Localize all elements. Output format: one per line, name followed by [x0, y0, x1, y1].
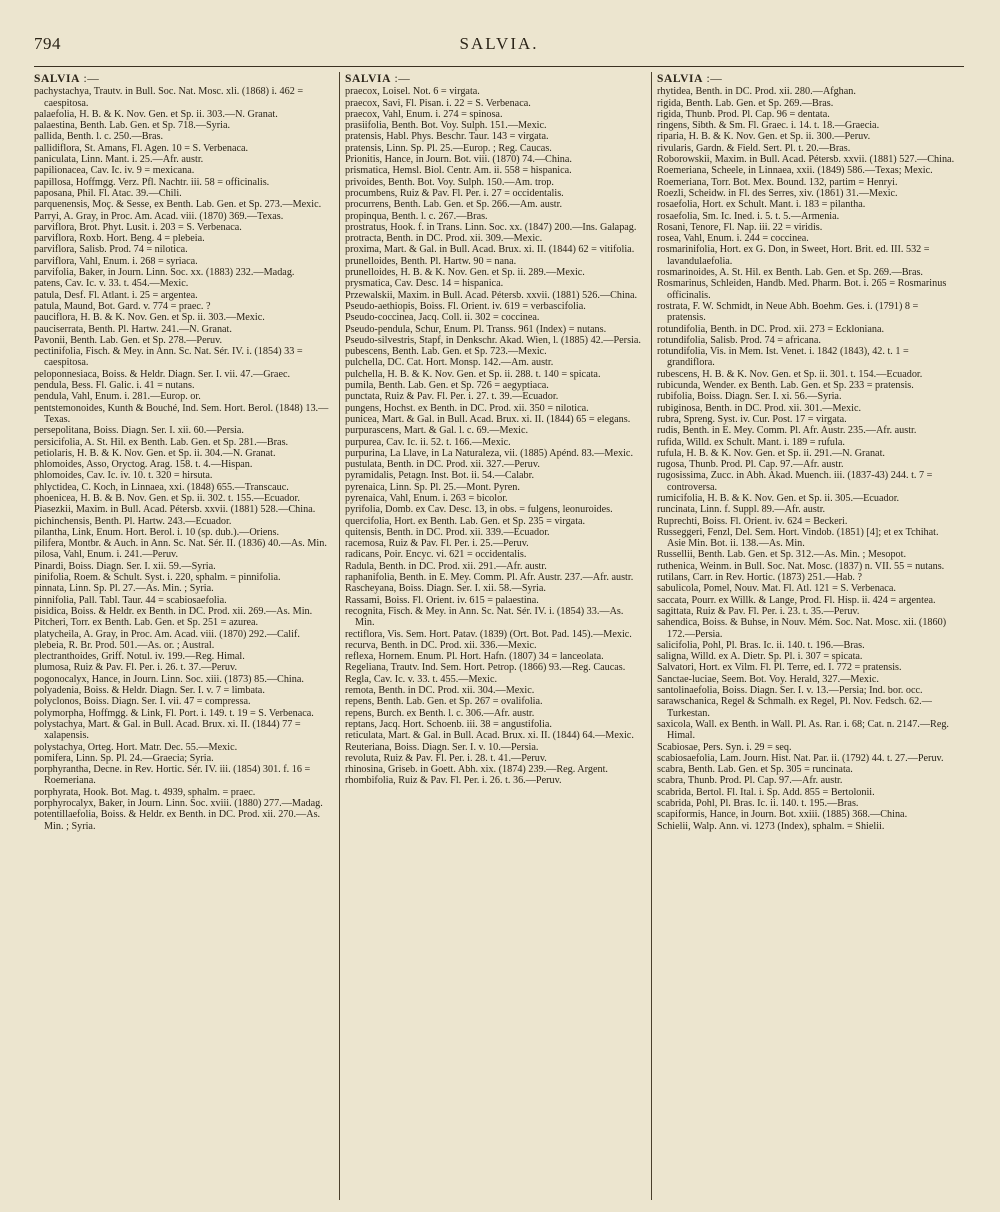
- index-entry: Rascheyana, Boiss. Diagn. Ser. I. xii. 58.—Syria.: [345, 583, 546, 595]
- index-entry: pinnata, Linn. Sp. Pl. 27.—As. Min. ; Syria.: [34, 583, 214, 595]
- index-entry: Parryi, A. Gray, in Proc. Am. Acad. viii. (1870) 369.—Texas.: [34, 210, 284, 222]
- column-heading-suffix: :—: [80, 73, 100, 85]
- index-entry: sarawschanica, Regel & Schmalh. ex Regel, Pl. Nov. Fedsch. 62.—Turkestan.: [657, 696, 932, 719]
- index-entry: reticulata, Mart. & Gal. in Bull. Acad. Brux. xi. II. (1844) 64.—Mexic.: [345, 730, 634, 742]
- index-entry: pustulata, Benth. in DC. Prod. xii. 327.—Peruv.: [345, 459, 540, 471]
- column-heading-genus: SALVIA: [657, 73, 704, 85]
- index-entry: persicifolia, A. St. Hil. ex Benth. Lab. Gen. et Sp. 281.—Bras.: [34, 436, 289, 448]
- index-entry: pilantha, Link, Enum. Hort. Berol. i. 10 (sp. dub.).—Oriens.: [34, 526, 280, 538]
- index-entry: papilionacea, Cav. Ic. iv. 9 = mexicana.: [34, 165, 195, 177]
- index-entry: riparia, H. B. & K. Nov. Gen. et Sp. ii. 300.—Peruv.: [657, 131, 871, 143]
- index-entry: Russellii, Benth. Lab. Gen. et Sp. 312.—As. Min. ; Mesopot.: [657, 549, 907, 561]
- index-entry: rotundifolia, Salisb. Prod. 74 = africana.: [657, 334, 821, 346]
- column-heading-genus: SALVIA: [34, 73, 81, 85]
- index-entry: proxima, Mart. & Gal. in Bull. Acad. Brux. xi. II. (1844) 62 = vitifolia.: [345, 244, 635, 256]
- index-entry: praecox, Loisel. Not. 6 = virgata.: [345, 86, 480, 98]
- index-entry: saccata, Pourr. ex Willk. & Lange, Prod. Fl. Hisp. ii. 424 = argentea.: [657, 594, 936, 606]
- index-entry: patula, Maund, Bot. Gard. v. 774 = praec. ?: [34, 300, 211, 312]
- index-entry: scabra, Benth. Lab. Gen. et Sp. 305 = runcinata.: [657, 764, 853, 776]
- index-entry: rotundifolia, Benth. in DC. Prod. xii. 273 = Ecklonianа.: [657, 323, 885, 335]
- index-entry: rufula, H. B. & K. Nov. Gen. et Sp. ii. 291.—N. Granat.: [657, 447, 885, 459]
- column-heading: [345, 74, 645, 85]
- index-entry: pinnifolia, Pall. Tabl. Taur. 44 = scabiosaefolia.: [34, 594, 227, 606]
- index-entry: purpurina, La Llave, in La Naturaleza, vii. (1885) Apénd. 83.—Mexic.: [345, 447, 633, 459]
- column-heading: [34, 74, 334, 85]
- index-entry: rufida, Willd. ex Schult. Mant. i. 189 = rufula.: [657, 436, 845, 448]
- index-entry: rigida, Thunb. Prod. Pl. Cap. 96 = dentata.: [657, 108, 830, 120]
- index-entry: Regeliana, Trautv. Ind. Sem. Hort. Petrop. (1866) 93.—Reg. Caucas.: [345, 662, 626, 674]
- index-entry: petiolaris, H. B. & K. Nov. Gen. et Sp. ii. 304.—N. Granat.: [34, 447, 276, 459]
- index-entry: Pitcheri, Torr. ex Benth. Lab. Gen. et Sp. 251 = azurea.: [34, 617, 259, 629]
- index-entry: paposana, Phil. Fl. Atac. 39.—Chili.: [34, 187, 182, 199]
- running-head: SALVIA.: [459, 34, 539, 53]
- header-rule: [34, 66, 964, 67]
- index-entry: Roemeriana, Torr. Bot. Mex. Bound. 132, partim = Henryi.: [657, 176, 898, 188]
- index-entry: radicans, Poir. Encyc. vi. 621 = occidentalis.: [345, 549, 527, 561]
- index-entry: reflexa, Hornem. Enum. Pl. Hort. Hafn. (1807) 34 = lanceolata.: [345, 651, 604, 663]
- index-entry: pyrifolia, Domb. ex Cav. Desc. 13, in obs. = fulgens, leonuroides.: [345, 504, 613, 516]
- index-entry: pubescens, Benth. Lab. Gen. et Sp. 723.—Mexic.: [345, 346, 547, 358]
- index-entry: Pseudo-pendula, Schur, Enum. Pl. Transs. 961 (Index) = nutans.: [345, 323, 607, 335]
- index-entry: prunelloides, H. B. & K. Nov. Gen. et Sp. ii. 289.—Mexic.: [345, 267, 585, 279]
- index-entry: recurva, Benth. in DC. Prod. xii. 336.—Mexic.: [345, 639, 537, 651]
- index-entry: Roemeriana, Scheele, in Linnaea, xxii. (1849) 586.—Texas; Mexic.: [657, 165, 933, 177]
- index-entry: pungens, Hochst. ex Benth. in DC. Prod. xii. 350 = nilotica.: [345, 402, 589, 414]
- entry-list: [34, 86, 334, 832]
- index-entry: saligna, Willd. ex A. Dietr. Sp. Pl. i. 307 = spicata.: [657, 651, 863, 663]
- index-entry: prunelloides, Benth. Pl. Hartw. 90 = nana.: [345, 255, 517, 267]
- index-entry: pomifera, Linn. Sp. Pl. 24.—Graecia; Syria.: [34, 752, 214, 764]
- index-entry: polystachya, Mart. & Gal. in Bull. Acad. Brux. xi. II. (1844) 77 = xalapensis.: [34, 718, 301, 742]
- column-heading-suffix: :—: [391, 73, 411, 85]
- column-heading-suffix: :—: [703, 73, 723, 85]
- index-entry: porphyrocalyx, Baker, in Journ. Linn. Soc. xviii. (1880) 277.—Madag.: [34, 798, 323, 809]
- index-entry: procurrens, Benth. Lab. Gen. et Sp. 266.—Am. austr.: [345, 199, 563, 211]
- index-entry: Sanctae-luciae, Seem. Bot. Voy. Herald, 327.—Mexic.: [657, 673, 879, 685]
- index-entry: rugosa, Thunb. Prod. Pl. Cap. 97.—Afr. austr.: [657, 459, 844, 471]
- index-entry: raphanifolia, Benth. in E. Mey. Comm. Pl. Afr. Austr. 237.—Afr. austr.: [345, 572, 634, 584]
- index-entry: Prionitis, Hance, in Journ. Bot. viii. (1870) 74.—China.: [345, 154, 572, 166]
- index-entry: pisidica, Boiss. & Heldr. ex Benth. in DC. Prod. xii. 269.—As. Min.: [34, 605, 313, 617]
- index-entry: palaestina, Benth. Lab. Gen. et Sp. 718.—Syria.: [34, 120, 231, 132]
- index-entry: prasiifolia, Benth. Bot. Voy. Sulph. 151.—Mexic.: [345, 120, 547, 132]
- column-3: [657, 72, 957, 1200]
- index-entry: runcinata, Linn. f. Suppl. 89.—Afr. austr.: [657, 504, 826, 516]
- index-entry: porphyrata, Hook. Bot. Mag. t. 4939, sphalm. = praec.: [34, 786, 256, 798]
- index-entry: sabulicola, Pomel, Nouv. Mat. Fl. Atl. 121 = S. Verbenaca.: [657, 583, 896, 595]
- index-entry: parquenensis, Moç. & Sesse, ex Benth. Lab. Gen. et Sp. 273.—Mexic.: [34, 199, 322, 211]
- index-entry: punicea, Mart. & Gal. in Bull. Acad. Brux. xi. II. (1844) 65 = elegans.: [345, 413, 631, 425]
- index-entry: racemosa, Ruiz & Pav. Fl. Per. i. 25.—Peruv.: [345, 538, 529, 550]
- index-entry: santolinaefolia, Boiss. Diagn. Ser. I. v. 13.—Persia; Ind. bor. occ.: [657, 685, 923, 697]
- index-entry: remota, Benth. in DC. Prod. xii. 304.—Mexic.: [345, 685, 535, 697]
- index-entry: rubiginosa, Benth. in DC. Prod. xii. 301.—Mexic.: [657, 402, 862, 414]
- column-heading-genus: SALVIA: [345, 73, 392, 85]
- index-entry: rhombifolia, Ruiz & Pav. Fl. Per. i. 26. t. 36.—Peruv.: [345, 775, 562, 787]
- index-entry: punctata, Ruiz & Pav. Fl. Per. i. 27. t. 39.—Ecuador.: [345, 391, 559, 403]
- index-entry: praecox, Savi, Fl. Pisan. i. 22 = S. Verbenaca.: [345, 97, 531, 109]
- index-entry: rugosissima, Zucc. in Abh. Akad. Muench. iii. (1837-43) 244. t. 7 = controversa.: [657, 470, 933, 493]
- index-entry: rubicunda, Wender. ex Benth. Lab. Gen. et Sp. 233 = pratensis.: [657, 380, 914, 392]
- index-entry: rectiflora, Vis. Sem. Hort. Patav. (1839) (Ort. Bot. Pad. 145).—Mexic.: [345, 628, 632, 640]
- index-entry: pinifolia, Roem. & Schult. Syst. i. 220, sphalm. = pinnifolia.: [34, 572, 281, 584]
- index-entry: pulchella, H. B. & K. Nov. Gen. et Sp. ii. 288. t. 140 = spicata.: [345, 368, 601, 380]
- entry-list: [345, 86, 645, 786]
- index-entry: pachystachya, Trautv. in Bull. Soc. Nat. Mosc. xli. (1868) i. 462 = caespitosa.: [34, 86, 304, 109]
- column-1: [34, 72, 334, 1200]
- index-entry: pilosa, Vahl, Enum. i. 241.—Peruv.: [34, 549, 179, 561]
- index-entry: paniculata, Linn. Mant. i. 25.—Afr. austr.: [34, 154, 204, 166]
- index-entry: Russeggeri, Fenzl, Del. Sem. Hort. Vindob. (1851) [4]; et ex Tchihat. Asie Min. Bot. ii. 138.—As. Min.: [657, 526, 939, 550]
- index-entry: pyrenaica, Linn. Sp. Pl. 25.—Mont. Pyren.: [345, 481, 520, 493]
- index-entry: ringens, Sibth. & Sm. Fl. Graec. i. 14. t. 18.—Graecia.: [657, 120, 880, 132]
- index-entry: rosaefolia, Sm. Ic. Ined. i. 5. t. 5.—Armenia.: [657, 210, 840, 222]
- index-entry: rutilans, Carr. in Rev. Hortic. (1873) 251.—Hab. ?: [657, 572, 863, 584]
- index-entry: potentillaefolia, Boiss. & Heldr. ex Benth. in DC. Prod. xii. 270.—As. Min. ; Syria.: [34, 809, 321, 832]
- index-entry: platycheila, A. Gray, in Proc. Am. Acad. viii. (1870) 292.—Calif.: [34, 628, 300, 640]
- index-entry: quercifolia, Hort. ex Benth. Lab. Gen. et Sp. 235 = virgata.: [345, 515, 586, 527]
- index-entry: scapiformis, Hance, in Journ. Bot. xxiii. (1885) 368.—China.: [657, 809, 908, 821]
- index-entry: phlomoides, Asso, Oryctog. Arag. 158. t. 4.—Hispan.: [34, 459, 253, 471]
- index-entry: rosea, Vahl, Enum. i. 244 = coccinea.: [657, 233, 809, 245]
- index-entry: scabiosaefolia, Lam. Journ. Hist. Nat. Par. ii. (1792) 44. t. 27.—Peruv.: [657, 752, 944, 764]
- index-entry: repens, Benth. Lab. Gen. et Sp. 267 = ovalifolia.: [345, 696, 543, 708]
- column-divider: [651, 72, 652, 1200]
- index-entry: Regla, Cav. Ic. v. 33. t. 455.—Mexic.: [345, 673, 498, 685]
- index-entry: pilifera, Montbr. & Auch. in Ann. Sc. Nat. Sér. II. (1836) 40.—As. Min.: [34, 538, 327, 550]
- index-entry: rotundifolia, Vis. in Mem. Ist. Venet. i. 1842 (1843), 42. t. 1 = grandiflora.: [657, 346, 909, 369]
- index-entry: pallidiflora, St. Amans, Fl. Agen. 10 = S. Verbenaca.: [34, 142, 249, 154]
- index-entry: plumosa, Ruiz & Pav. Fl. Per. i. 26. t. 37.—Peruv.: [34, 662, 237, 674]
- index-entry: pendula, Vahl, Enum. i. 281.—Europ. or.: [34, 391, 201, 403]
- index-entry: sagittata, Ruiz & Pav. Fl. Per. i. 23. t. 35.—Peruv.: [657, 605, 860, 617]
- index-entry: Pseudo-coccinea, Jacq. Coll. ii. 302 = coccinea.: [345, 312, 540, 324]
- index-entry: Przewalskii, Maxim. in Bull. Acad. Pétersb. xxvii. (1881) 526.—China.: [345, 289, 638, 301]
- index-entry: scabrida, Bertol. Fl. Ital. i. Sp. Add. 855 = Bertolonii.: [657, 786, 875, 798]
- index-entry: Piasezkii, Maxim. in Bull. Acad. Pétersb. xxvii. (1881) 528.—China.: [34, 504, 316, 516]
- index-entry: patens, Cav. Ic. v. 33. t. 454.—Mexic.: [34, 278, 189, 290]
- index-entry: pratensis, Linn. Sp. Pl. 25.—Europ. ; Reg. Caucas.: [345, 142, 552, 154]
- column-heading: [657, 74, 957, 85]
- index-entry: polyclonos, Boiss. Diagn. Ser. I. vii. 47 = compressa.: [34, 696, 251, 708]
- column-divider: [339, 72, 340, 1200]
- index-entry: pyrenaica, Vahl, Enum. i. 263 = bicolor.: [345, 492, 508, 504]
- index-entry: prismatica, Hemsl. Biol. Centr. Am. ii. 558 = hispanica.: [345, 165, 572, 177]
- index-entry: rudis, Benth. in E. Mey. Comm. Pl. Afr. Austr. 235.—Afr. austr.: [657, 425, 917, 437]
- index-entry: Rosmarinus, Schleiden, Handb. Med. Pharm. Bot. i. 265 = Rosmarinus officinalis.: [657, 278, 947, 301]
- index-entry: rubifolia, Boiss. Diagn. Ser. I. xi. 56.—Syria.: [657, 391, 842, 403]
- index-entry: pallida, Benth. l. c. 250.—Bras.: [34, 131, 164, 143]
- index-entry: Pinardi, Boiss. Diagn. Ser. I. xii. 59.—Syria.: [34, 560, 216, 572]
- index-entry: parviflora, Vahl, Enum. i. 268 = syriaca.: [34, 255, 198, 267]
- index-entry: polyadenia, Boiss. & Heldr. Diagn. Ser. I. v. 7 = limbata.: [34, 685, 265, 697]
- index-entry: scabra, Thunb. Prod. Pl. Cap. 97.—Afr. austr.: [657, 775, 843, 787]
- index-entry: parviflora, Salisb. Prod. 74 = nilotica.: [34, 244, 188, 256]
- index-entry: persepolitana, Boiss. Diagn. Ser. I. xii. 60.—Persia.: [34, 425, 244, 437]
- index-entry: rostrata, F. W. Schmidt, in Neue Abh. Boehm. Ges. i. (1791) 8 = pratensis.: [657, 300, 919, 324]
- index-entry: Roborowskii, Maxim. in Bull. Acad. Pétersb. xxvii. (1881) 527.—China.: [657, 154, 955, 166]
- index-entry: rosmarinifolia, Hort. ex G. Don, in Sweet, Hort. Brit. ed. III. 532 = lavandulaefolia.: [657, 244, 930, 267]
- index-entry: parvifolia, Baker, in Journ. Linn. Soc. xx. (1883) 232.—Madag.: [34, 267, 295, 279]
- index-entry: praecox, Vahl, Enum. i. 274 = spinosa.: [345, 108, 503, 120]
- index-entry: patula, Desf. Fl. Atlant. i. 25 = argentea.: [34, 289, 198, 301]
- index-entry: pumila, Benth. Lab. Gen. et Sp. 726 = aegyptiaca.: [345, 380, 549, 392]
- index-entry: Ruprechti, Boiss. Fl. Orient. iv. 624 = Beckeri.: [657, 515, 848, 527]
- index-entry: salicifolia, Pohl, Pl. Bras. Ic. ii. 140. t. 196.—Bras.: [657, 639, 865, 651]
- index-entry: recognita, Fisch. & Mey. in Ann. Sc. Nat. Sér. IV. i. (1854) 33.—As. Min.: [345, 605, 624, 629]
- index-entry: rhytidea, Benth. in DC. Prod. xii. 280.—Afghan.: [657, 86, 856, 98]
- entry-list: [657, 86, 957, 832]
- index-entry: pyramidalis, Petagn. Inst. Bot. ii. 54.—Calabr.: [345, 470, 535, 482]
- page-number: 794: [34, 34, 61, 53]
- index-entry: Salvatori, Hort. ex Vilm. Fl. Pl. Terre, ed. I. 772 = pratensis.: [657, 662, 902, 674]
- index-entry: Pavonii, Benth. Lab. Gen. et Sp. 278.—Peruv.: [34, 334, 223, 346]
- index-entry: papillosa, Hoffmgg. Verz. Pfl. Nachtr. iii. 58 = officinalis.: [34, 176, 270, 188]
- index-entry: sahendica, Boiss. & Buhse, in Nouv. Mém. Soc. Nat. Mosc. xii. (1860) 172.—Persia.: [657, 617, 947, 640]
- index-entry: rigida, Benth. Lab. Gen. et Sp. 269.—Bras.: [657, 97, 834, 109]
- index-entry: peloponnesiaca, Boiss. & Heldr. Diagn. Ser. I. vii. 47.—Graec.: [34, 368, 291, 380]
- index-entry: Scabiosae, Pers. Syn. i. 29 = seq.: [657, 741, 792, 753]
- index-entry: rubra, Spreng. Syst. iv. Cur. Post. 17 = virgata.: [657, 413, 847, 425]
- index-entry: polymorpha, Hoffmgg. & Link, Fl. Port. i. 149. t. 19 = S. Verbenaca.: [34, 707, 314, 719]
- index-entry: pendula, Bess. Fl. Galic. i. 41 = nutans.: [34, 380, 195, 392]
- index-entry: phlomoides, Cav. Ic. iv. 10. t. 320 = hirsuta.: [34, 470, 213, 482]
- index-entry: Roezli, Scheidw. in Fl. des Serres, xiv. (1861) 31.—Mexic.: [657, 187, 898, 199]
- index-entry: Rassami, Boiss. Fl. Orient. iv. 615 = palaestina.: [345, 594, 539, 606]
- index-entry: pratensis, Habl. Phys. Beschr. Taur. 143 = virgata.: [345, 131, 549, 143]
- index-entry: pectinifolia, Fisch. & Mey. in Ann. Sc. Nat. Sér. IV. i. (1854) 33 = caespitosa.: [34, 346, 303, 369]
- index-entry: plebeia, R. Br. Prod. 501.—As. or. ; Austral.: [34, 639, 215, 651]
- index-entry: polystachya, Orteg. Hort. Matr. Dec. 55.—Mexic.: [34, 741, 238, 753]
- index-entry: propinqua, Benth. l. c. 267.—Bras.: [345, 210, 488, 222]
- index-entry: rivularis, Gardn. & Field. Sert. Pl. t. 20.—Bras.: [657, 142, 851, 154]
- index-entry: pentstemonoides, Kunth & Bouché, Ind. Sem. Hort. Berol. (1848) 13.—Texas.: [34, 402, 329, 425]
- index-entry: ruthenica, Weinm. in Bull. Soc. Nat. Mosc. (1837) n. VII. 55 = nutans.: [657, 560, 945, 572]
- index-entry: pogonocalyx, Hance, in Journ. Linn. Soc. xiii. (1873) 85.—China.: [34, 673, 304, 685]
- index-entry: prysmatica, Cav. Desc. 14 = hispanica.: [345, 278, 504, 290]
- index-entry: protracta, Benth. in DC. Prod. xii. 309.—Mexic.: [345, 233, 543, 245]
- index-entry: Reuteriana, Boiss. Diagn. Ser. I. v. 10.—Persia.: [345, 741, 539, 753]
- index-entry: prostratus, Hook. f. in Trans. Linn. Soc. xx. (1847) 200.—Ins. Galapag.: [345, 221, 637, 233]
- index-entry: rosmarinoides, A. St. Hil. ex Benth. Lab. Gen. et Sp. 269.—Bras.: [657, 267, 923, 279]
- index-entry: pulchella, DC. Cat. Hort. Monsp. 142.—Am. austr.: [345, 357, 554, 369]
- index-entry: Radula, Benth. in DC. Prod. xii. 291.—Afr. austr.: [345, 560, 547, 572]
- index-entry: Pseudo-silvestris, Stapf, in Denkschr. Akad. Wien, l. (1885) 42.—Persia.: [345, 334, 641, 346]
- index-entry: palaefolia, H. B. & K. Nov. Gen. et Sp. ii. 303.—N. Granat.: [34, 108, 278, 120]
- index-entry: phlyctidea, C. Koch, in Linnaea, xxi. (1848) 655.—Transcauc.: [34, 481, 289, 493]
- index-entry: purpurea, Cav. Ic. ii. 52. t. 166.—Mexic.: [345, 436, 511, 448]
- index-entry: scabrida, Pohl, Pl. Bras. Ic. ii. 140. t. 195.—Bras.: [657, 798, 859, 809]
- index-entry: Pseudo-aethiopis, Boiss. Fl. Orient. iv. 619 = verbascifolia.: [345, 300, 586, 312]
- index-entry: privoides, Benth. Bot. Voy. Sulph. 150.—Am. trop.: [345, 176, 554, 188]
- index-entry: pauciserrata, Benth. Pl. Hartw. 241.—N. Granat.: [34, 323, 232, 335]
- index-entry: Schielii, Walp. Ann. vi. 1273 (Index), sphalm. = Shielii.: [657, 820, 885, 832]
- index-entry: Rosani, Tenore, Fl. Nap. iii. 22 = viridis.: [657, 221, 823, 233]
- index-entry: reptans, Jacq. Hort. Schoenb. iii. 38 = angustifolia.: [345, 718, 552, 730]
- index-entry: purpurascens, Mart. & Gal. l. c. 69.—Mexic.: [345, 425, 529, 437]
- index-entry: pichinchensis, Benth. Pl. Hartw. 243.—Ecuador.: [34, 515, 232, 527]
- index-entry: rumicifolia, H. B. & K. Nov. Gen. et Sp. ii. 305.—Ecuador.: [657, 492, 900, 504]
- index-entry: saxicola, Wall. ex Benth. in Wall. Pl. As. Rar. i. 68; Cat. n. 2147.—Reg. Himal.: [657, 718, 949, 742]
- index-entry: revoluta, Ruiz & Pav. Fl. Per. i. 28. t. 41.—Peruv.: [345, 752, 547, 764]
- index-entry: pauciflora, H. B. & K. Nov. Gen. et Sp. ii. 303.—Mexic.: [34, 312, 265, 324]
- index-entry: rubescens, H. B. & K. Nov. Gen. et Sp. ii. 301. t. 154.—Ecuador.: [657, 368, 923, 380]
- index-entry: repens, Burch. ex Benth. l. c. 306.—Afr. austr.: [345, 707, 535, 719]
- index-entry: quitensis, Benth. in DC. Prod. xii. 339.—Ecuador.: [345, 526, 550, 538]
- index-entry: rosaefolia, Hort. ex Schult. Mant. i. 183 = pilantha.: [657, 199, 866, 211]
- index-entry: rhinosina, Griseb. in Goett. Abh. xix. (1874) 239.—Reg. Argent.: [345, 764, 608, 776]
- index-entry: parviflora, Roxb. Hort. Beng. 4 = plebeia.: [34, 233, 205, 245]
- index-entry: phoenicea, H. B. & B. Nov. Gen. et Sp. ii. 302. t. 155.—Ecuador.: [34, 492, 300, 504]
- index-entry: procumbens, Ruiz & Pav. Fl. Per. i. 27 = occidentalis.: [345, 187, 564, 199]
- column-2: [345, 72, 645, 1200]
- index-entry: porphyrantha, Decne. in Rev. Hortic. Sér. IV. iii. (1854) 301. f. 16 = Roemeriana.: [34, 764, 311, 787]
- page-header: [34, 34, 964, 60]
- index-entry: parviflora, Brot. Phyt. Lusit. i. 203 = S. Verbenaca.: [34, 221, 242, 233]
- index-entry: plectranthoides, Griff. Notul. iv. 199.—Reg. Himal.: [34, 651, 245, 663]
